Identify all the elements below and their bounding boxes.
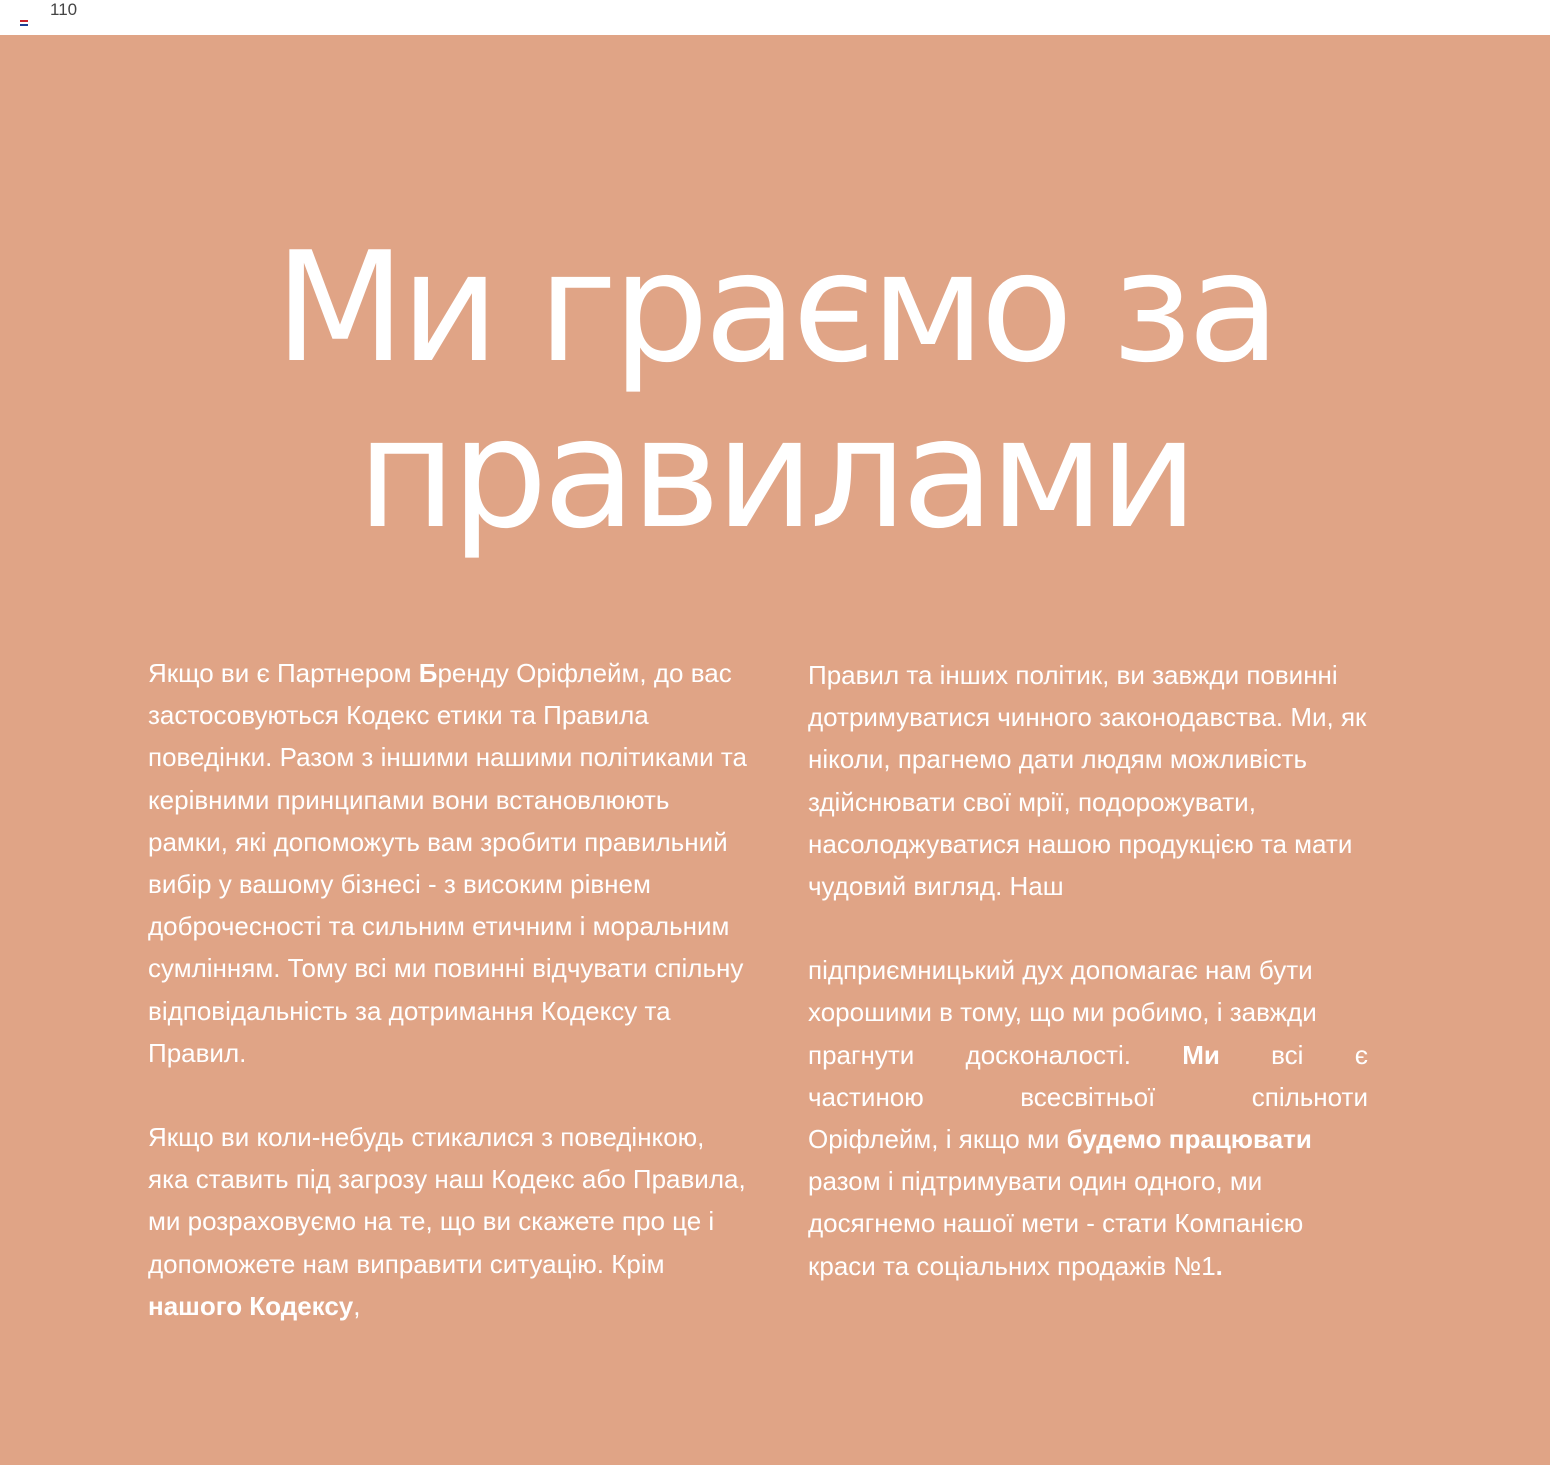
left-p2-comma: , bbox=[353, 1290, 361, 1321]
right-p2-line-3 bbox=[808, 1034, 1368, 1076]
right-p2-line-3-text: прагнути досконалості. bbox=[808, 1039, 1183, 1070]
left-paragraph-1 bbox=[148, 652, 748, 1074]
left-p2-text: Якщо ви коли-небудь стикалися з поведінкою, яка ставить під загрозу наш Кодекс або Правила, ми розраховуємо на те, що ви скажете про це і допоможете нам виправити ситуацію. Крім bbox=[148, 1122, 746, 1279]
page-number: 110 bbox=[50, 0, 78, 19]
left-column bbox=[148, 652, 748, 1327]
right-p2-line-5 bbox=[808, 1118, 1368, 1160]
right-p2-line-2: хорошими в тому, що ми робимо, і завжди bbox=[808, 997, 1317, 1028]
title-line-1: Ми граємо за bbox=[274, 219, 1276, 396]
flag-stripe-blue bbox=[20, 24, 28, 26]
left-paragraph-2 bbox=[148, 1116, 748, 1327]
right-p2-line-5-bold: будемо працювати bbox=[1066, 1124, 1312, 1155]
right-p2-line-1: підприємницький дух допомагає нам бути bbox=[808, 955, 1313, 986]
right-p2-line-5-text: Оріфлейм, і якщо ми bbox=[808, 1124, 1067, 1155]
right-column bbox=[808, 654, 1368, 1287]
page-title bbox=[0, 219, 1550, 562]
right-p2-line-4: частиною всесвітньої спільноти bbox=[808, 1081, 1368, 1112]
right-p2-line-3-text-2: всі є bbox=[1219, 1039, 1368, 1070]
right-p2-period: . bbox=[1215, 1250, 1223, 1281]
right-paragraph-2 bbox=[808, 949, 1368, 1287]
right-p2-line-3-bold: Ми bbox=[1182, 1039, 1220, 1070]
left-p1-text-2: ренду Оріфлейм, до вас застосовуються Кодекс етики та Правила поведінки. Разом з іншими нашими політиками та керівними принципами вони встановлюють рамки, які допоможуть вам зробити правильний вибір у вашому бізнесі - з високим рівнем доброчесності та сильним етичним і моральним сумлінням. Тому всі ми повинні відчувати спільну відповідальність за дотримання Кодексу та Правил. bbox=[148, 658, 747, 1068]
right-p2-rest-text: разом і підтримувати один одного, ми досягнемо нашої мети - стати Компанією краси та соціальних продажів №1 bbox=[808, 1166, 1304, 1281]
left-p1-text: Якщо ви є Партнером bbox=[148, 658, 419, 688]
title-line-2: правилами bbox=[356, 385, 1194, 562]
left-p1-bold: Б bbox=[418, 658, 438, 688]
flag-icon bbox=[20, 20, 28, 26]
right-paragraph-1: Правил та інших політик, ви завжди повинні дотримуватися чинного законодавства. Ми, як ніколи, прагнемо дати людям можливість здійснювати свої мрії, подорожувати, насолоджуватися нашою продукцією та мати чудовий вигляд. Наш bbox=[808, 660, 1367, 902]
left-p2-bold: нашого Кодексу bbox=[148, 1290, 354, 1321]
right-p2-rest bbox=[808, 1160, 1368, 1287]
